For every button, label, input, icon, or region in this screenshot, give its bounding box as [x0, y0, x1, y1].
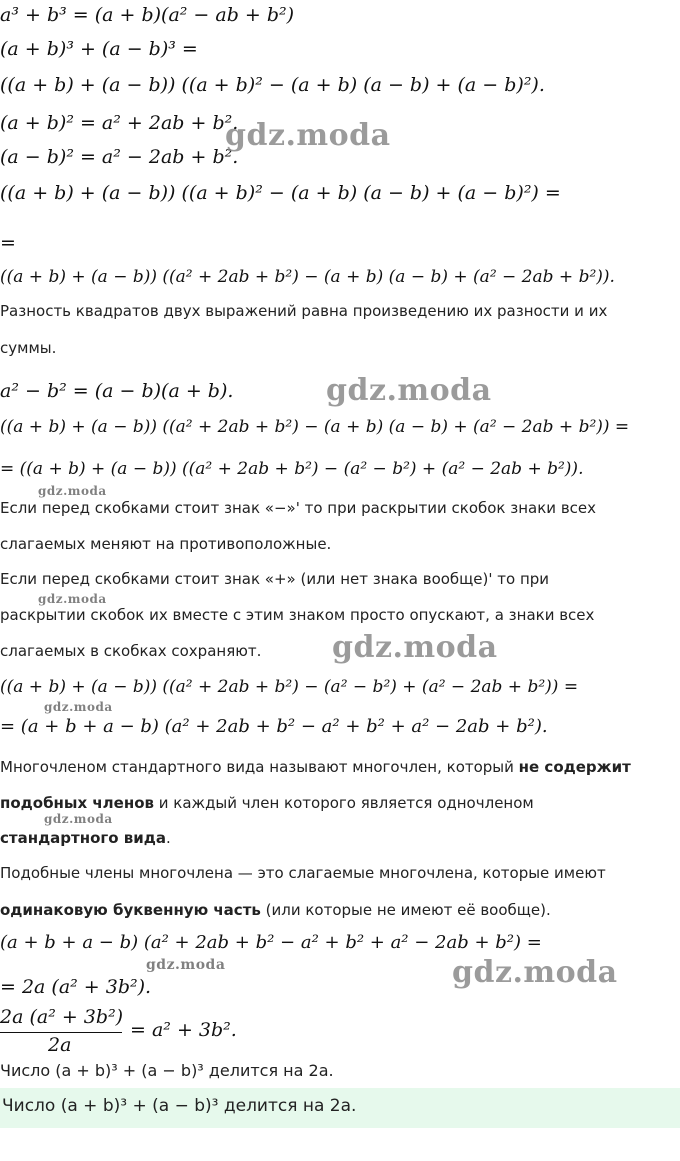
watermark: gdz.moda — [452, 955, 618, 990]
text-line: слагаемых меняют на противоположные. — [0, 535, 332, 553]
text-run: и каждый член которого является одночленом — [154, 794, 534, 812]
text-line: слагаемых в скобках сохраняют. — [0, 642, 262, 660]
text-line: раскрытии скобок их вместе с этим знаком просто опускают, а знаки всех — [0, 606, 595, 624]
text-run: Многочленом стандартного вида называют многочлен, который — [0, 758, 519, 776]
text-line: Разность квадратов двух выражений равна произведению их разности и их — [0, 302, 608, 320]
answer-text: Число (a + b)³ + (a − b)³ делится на 2a. — [2, 1096, 357, 1116]
text-line: Подобные члены многочлена — это слагаемые многочлена, которые имеют — [0, 864, 606, 882]
watermark: gdz.moda — [146, 957, 226, 973]
math-line: ((a + b) + (a − b)) ((a² + 2ab + b²) − (a + b) (a − b) + (a² − 2ab + b²)) = — [0, 417, 630, 437]
text-run: (или которые не имеют её вообще). — [260, 901, 551, 919]
text-line: Число (a + b)³ + (a − b)³ делится на 2a. — [0, 1061, 334, 1080]
math-line: a³ + b³ = (a + b)(a² − ab + b²) — [0, 4, 295, 26]
math-line: (a + b)² = a² + 2ab + b². — [0, 112, 239, 134]
fraction-denominator: 2a — [48, 1034, 72, 1056]
math-line: = 2a (a² + 3b²). — [0, 976, 152, 998]
text-line — [0, 827, 171, 849]
math-line: ((a + b) + (a − b)) ((a² + 2ab + b²) − (a² − b²) + (a² − 2ab + b²)) = — [0, 677, 579, 697]
text-line: Если перед скобками стоит знак «−»' то при раскрытии скобок знаки всех — [0, 499, 597, 517]
watermark: gdz.moda — [38, 592, 107, 606]
math-line: = — [0, 232, 16, 254]
math-line: (a − b)² = a² − 2ab + b². — [0, 146, 239, 168]
fraction-bar — [0, 1032, 122, 1033]
math-line: ((a + b) + (a − b)) ((a² + 2ab + b²) − (a + b) (a − b) + (a² − 2ab + b²)). — [0, 267, 615, 287]
bold-term: не содержит — [518, 758, 631, 776]
math-line: = ((a + b) + (a − b)) ((a² + 2ab + b²) − (a² − b²) + (a² − 2ab + b²)). — [0, 459, 584, 479]
text-run: . — [166, 829, 171, 847]
math-line: = (a + b + a − b) (a² + 2ab + b² − a² + b² + a² − 2ab + b²). — [0, 716, 548, 737]
fraction-result: = a² + 3b². — [130, 1019, 237, 1041]
text-line — [0, 792, 534, 814]
math-line: ((a + b) + (a − b)) ((a + b)² − (a + b) (a − b) + (a − b)²) = — [0, 182, 561, 204]
math-line: (a + b)³ + (a − b)³ = — [0, 38, 198, 60]
watermark: gdz.moda — [38, 484, 107, 498]
watermark: gdz.moda — [44, 812, 113, 826]
text-line: суммы. — [0, 339, 57, 357]
watermark: gdz.moda — [44, 700, 113, 714]
watermark: gdz.moda — [225, 118, 391, 153]
math-line: (a + b + a − b) (a² + 2ab + b² − a² + b² + a² − 2ab + b²) = — [0, 932, 542, 953]
watermark: gdz.moda — [326, 373, 492, 408]
answer-box — [0, 1088, 680, 1128]
math-line: a² − b² = (a − b)(a + b). — [0, 380, 234, 402]
fraction-numerator: 2a (a² + 3b²) — [0, 1006, 124, 1028]
watermark: gdz.moda — [332, 630, 498, 665]
bold-term: стандартного вида — [0, 829, 167, 847]
math-line: ((a + b) + (a − b)) ((a + b)² − (a + b) (a − b) + (a − b)²). — [0, 74, 545, 96]
bold-term: одинаковую буквенную часть — [0, 901, 261, 919]
bold-term: подобных членов — [0, 794, 155, 812]
text-line — [0, 899, 551, 921]
text-line: Если перед скобками стоит знак «+» (или нет знака вообще)' то при — [0, 570, 550, 588]
text-line — [0, 756, 631, 778]
